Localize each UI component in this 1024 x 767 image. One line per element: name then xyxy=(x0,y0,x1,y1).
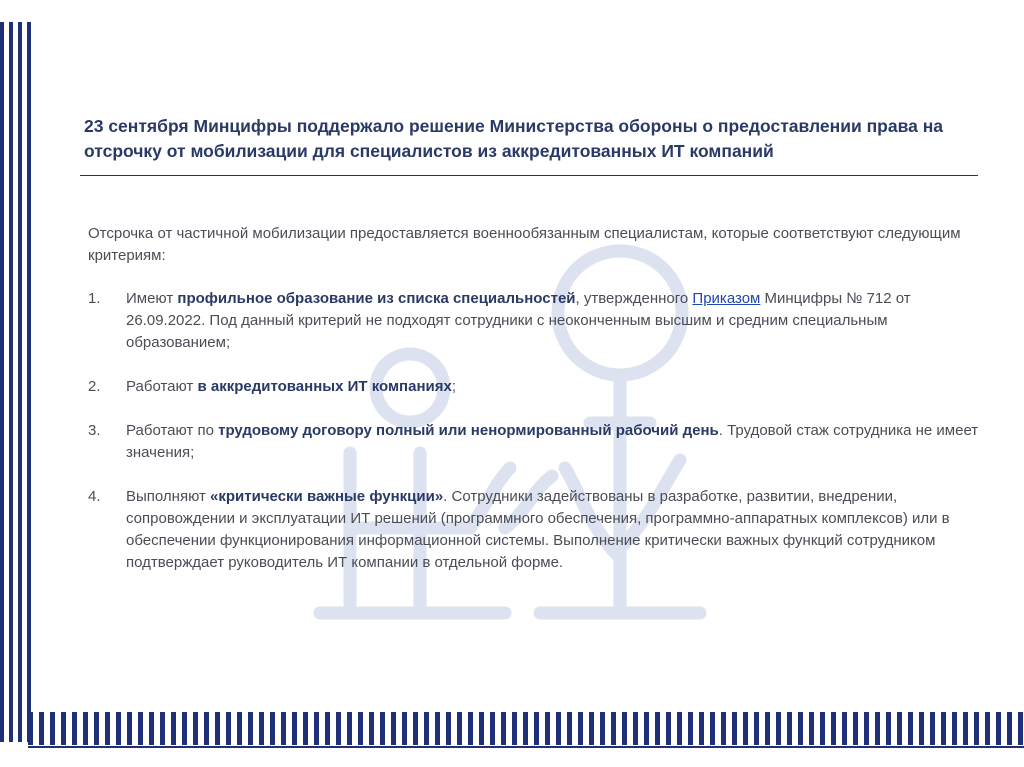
list-item xyxy=(88,486,988,574)
content-block xyxy=(88,223,988,596)
item-text-part: ; xyxy=(451,378,457,395)
item-number: 2. xyxy=(88,378,101,395)
title-divider xyxy=(80,175,978,176)
item-text-part: Имеют xyxy=(126,290,178,307)
item-text-part: . Сотрудники задействованы в разработке, развитии, внедрении, сопровождении и эксплуатации ИТ решений (программного обеспечения, программно-аппаратных комплексов) или в обеспечении функционирования информационной системы. Выполнение критически важных функций сотрудником подтверждает руководитель ИТ компании в отдельной форме. xyxy=(126,488,950,571)
item-text xyxy=(126,486,988,574)
bottom-stripe-decoration xyxy=(28,712,1024,745)
item-bold-text: профильное образование из списка специальностей xyxy=(177,290,576,307)
item-bold-text: «критически важные функции» xyxy=(210,488,444,505)
item-text-part: Работают по xyxy=(126,422,219,439)
item-text xyxy=(126,376,988,398)
item-bold-text: в аккредитованных ИТ компаниях xyxy=(197,378,452,395)
left-stripe-decoration xyxy=(0,22,32,742)
item-text-part: , утвержденного xyxy=(575,290,693,307)
item-text-part: Минцифры № 712 от 26.09.2022. Под данный критерий не подходят сотрудники с неоконченным высшим и средним специальным образованием; xyxy=(126,290,911,351)
list-item xyxy=(88,288,988,354)
item-text xyxy=(126,420,988,464)
item-text-part: Работают xyxy=(126,378,198,395)
order-link[interactable]: Приказом xyxy=(692,290,761,307)
item-text-part: . Трудовой стаж сотрудника не имеет значения; xyxy=(126,422,979,461)
item-number: 1. xyxy=(88,290,101,307)
item-bold-text: трудовому договору полный или ненормированный рабочий день xyxy=(218,422,719,439)
item-text-part: Выполняют xyxy=(126,488,211,505)
item-number: 3. xyxy=(88,422,101,439)
intro-paragraph: Отсрочка от частичной мобилизации предоставляется военнообязанным специалистам, которые соответствуют следующим критериям: xyxy=(88,225,961,264)
list-item xyxy=(88,420,988,464)
slide-title: 23 сентября Минцифры поддержало решение Министерства обороны о предоставлении права на отсрочку от мобилизации для специалистов из аккредитованных ИТ компаний xyxy=(84,116,944,161)
item-text xyxy=(126,288,988,354)
bottom-divider xyxy=(28,746,1024,748)
list-item xyxy=(88,376,988,398)
item-number: 4. xyxy=(88,488,101,505)
